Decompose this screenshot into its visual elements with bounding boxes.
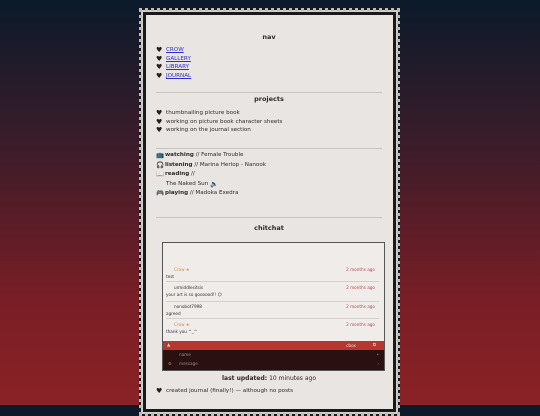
- nav-link-library[interactable]: LIBRARY: [166, 64, 190, 71]
- nav-item-library[interactable]: [156, 63, 382, 72]
- nav-link-journal[interactable]: JOURNAL: [166, 72, 192, 79]
- warning-icon[interactable]: ▲: [167, 342, 171, 347]
- heart-icon: ♥: [156, 72, 163, 81]
- nav-item-crow[interactable]: [156, 46, 382, 55]
- chat-message: Crow ★ 2 months ago test: [166, 267, 379, 279]
- heart-icon: ♥: [156, 126, 163, 135]
- send-icon[interactable]: ›: [377, 361, 379, 366]
- status-playing: 🎮 playing // Madoka Exedra: [156, 189, 239, 198]
- heart-icon: ♥: [156, 387, 163, 396]
- last-updated: last updated: 10 minutes ago: [221, 375, 316, 382]
- projects-list: [156, 109, 382, 135]
- speaker-icon: 🔈: [210, 179, 219, 188]
- name-field[interactable]: name: [179, 352, 191, 357]
- list-item: ♥ working on the journal section: [156, 126, 251, 135]
- chat-toolbar: [163, 341, 384, 350]
- message-field[interactable]: message: [179, 361, 198, 366]
- chat-messages[interactable]: [163, 243, 384, 341]
- settings-icon[interactable]: ⚙: [168, 361, 172, 366]
- list-item: ♥ thumbnailing picture book: [156, 109, 240, 118]
- nav-link-gallery[interactable]: GALLERY: [166, 55, 191, 62]
- footer: [156, 375, 382, 396]
- main-panel: [143, 12, 396, 412]
- divider: [166, 301, 379, 302]
- projects-title: projects: [254, 95, 284, 103]
- nav-title: nav: [262, 33, 276, 41]
- chat-message: urmiddlesitsis 2 months ago your art is so goooood!! 😊: [166, 285, 379, 297]
- chat-brand-link[interactable]: cbox: [346, 343, 356, 348]
- name-field-dot: •: [376, 352, 379, 357]
- list-item: ♥ working on picture book character sheets: [156, 117, 283, 126]
- star-icon: ★: [184, 267, 190, 272]
- divider: [166, 281, 379, 282]
- status-list: [156, 151, 382, 198]
- star-icon: ★: [184, 322, 190, 327]
- chitchat-title: chitchat: [254, 224, 284, 232]
- divider: [156, 92, 382, 93]
- chat-message: nonobot7998 2 months ago agreed: [166, 304, 379, 316]
- chat-box: [162, 242, 385, 371]
- nav-item-gallery[interactable]: [156, 55, 382, 64]
- chat-form: [163, 350, 384, 370]
- heart-icon: ♥: [156, 46, 163, 55]
- status-reading: 📖 reading //: [156, 170, 195, 179]
- update-entry: ♥ created journal (finally!) — although no posts: [156, 387, 294, 396]
- heart-icon: ♥: [156, 109, 163, 118]
- status-reading-book: The Naked Sun 🔈: [166, 179, 219, 188]
- emoji-icon: 😊: [217, 292, 222, 297]
- divider: [156, 217, 382, 218]
- tv-icon: 📺: [156, 151, 165, 159]
- status-watching: 📺 watching // Female Trouble: [156, 151, 244, 159]
- chat-message: Crow ★ 2 months ago thank you ^_^: [166, 322, 375, 334]
- heart-icon: ♥: [156, 54, 163, 63]
- heart-icon: ♥: [156, 63, 163, 72]
- nav-link-crow[interactable]: CROW: [166, 47, 184, 53]
- popout-icon[interactable]: ⧉: [373, 342, 376, 347]
- divider: [166, 318, 379, 319]
- gamepad-icon: 🎮: [156, 189, 165, 198]
- heart-icon: ♥: [156, 117, 163, 126]
- headphones-icon: 🎧: [156, 160, 165, 169]
- divider: [156, 148, 382, 149]
- nav-list: [156, 46, 382, 80]
- status-listening: 🎧 listening // Marina Herlop - Nanook: [156, 160, 267, 169]
- nav-item-journal[interactable]: [156, 72, 382, 81]
- book-icon: 📖: [156, 170, 165, 179]
